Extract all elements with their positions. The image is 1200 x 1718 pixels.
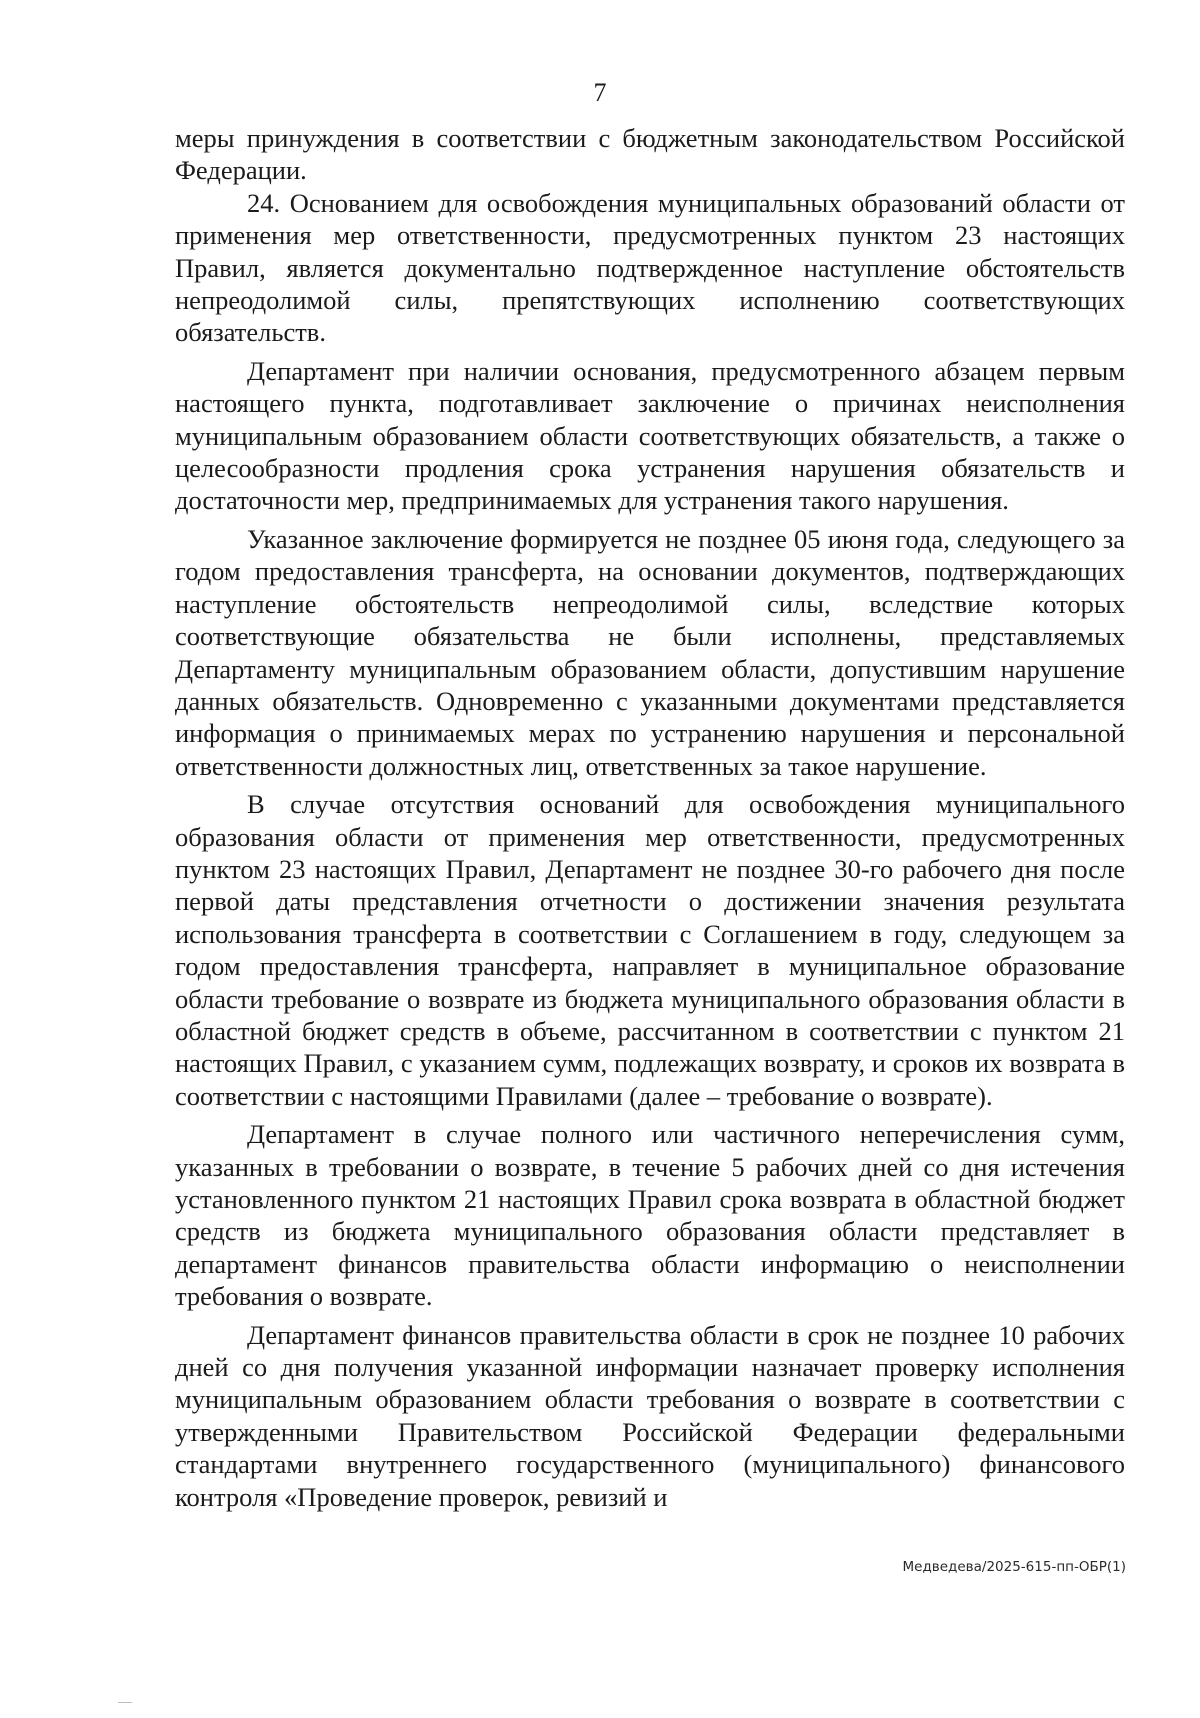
scan-artifact bbox=[118, 1702, 132, 1703]
paragraph-department-conclusion: Департамент при наличии основания, предусмотренного абзацем первым настоящего пункта, подготавливает заключение о причинах неисполнения муниципальным образованием области соответствующих обязательств, а также о целесообразности продления срока устранения нарушения обязательств и достаточности мер, предпринимаемых для устранения такого нарушения. bbox=[175, 355, 1125, 516]
paragraph-refund-demand: В случае отсутствия оснований для освобождения муниципального образования области от применения мер ответственности, предусмотренных пунктом 23 настоящих Правил, Департамент не позднее 30-го рабочего дня после первой даты представления отчетности о достижении значения результата использования трансферта в соответствии с Соглашением в году, следующем за годом предоставления трансферта, направляет в муниципальное образование области требование о возврате из бюджета муниципального образования области в областной бюджет средств в объеме, рассчитанном в соответствии с пунктом 21 настоящих Правил, с указанием сумм, подлежащих возврату, и сроков их возврата в соответствии с настоящими Правилами (далее – требование о возврате). bbox=[175, 789, 1125, 1111]
paragraph-finance-audit: Департамент финансов правительства области в срок не позднее 10 рабочих дней со дня получения указанной информации назначает проверку исполнения муниципальным образованием области требования о возврате в соответствии с утвержденными Правительством Российской Федерации федеральными стандартами внутреннего государственного (муниципального) финансового контроля «Проведение проверок, ревизий и bbox=[175, 1319, 1125, 1512]
document-footer-code: Медведева/2025-615-пп-ОБР(1) bbox=[902, 1559, 1126, 1575]
paragraph-continuation: меры принуждения в соответствии с бюджетным законодательством Российской Федерации. bbox=[175, 123, 1125, 186]
document-body bbox=[175, 122, 1125, 1513]
paragraph-conclusion-deadline: Указанное заключение формируется не позднее 05 июня года, следующего за годом предоставления трансферта, на основании документов, подтверждающих наступление обстоятельств непреодолимой силы, вследствие которых соответствующие обязательства не были исполнены, представляемых Департаменту муниципальным образованием области, допустившим нарушение данных обязательств. Одновременно с указанными документами представляется информация о принимаемых мерах по устранению нарушения и персональной ответственности должностных лиц, ответственных за такое нарушение. bbox=[175, 523, 1125, 781]
paragraph-non-transfer: Департамент в случае полного или частичного неперечисления сумм, указанных в требовании о возврате, в течение 5 рабочих дней со дня истечения установленного пунктом 21 настоящих Правил срока возврата в областной бюджет средств из бюджета муниципального образования области представляет в департамент финансов правительства области информацию о неисполнении требования о возврате. bbox=[175, 1119, 1125, 1312]
page-number: 7 bbox=[593, 78, 607, 107]
paragraph-24: 24. Основанием для освобождения муниципальных образований области от применения мер ответственности, предусмотренных пунктом 23 настоящих Правил, является документально подтвержденное наступление обстоятельств непреодолимой силы, препятствующих исполнению соответствующих обязательств. bbox=[175, 187, 1125, 348]
